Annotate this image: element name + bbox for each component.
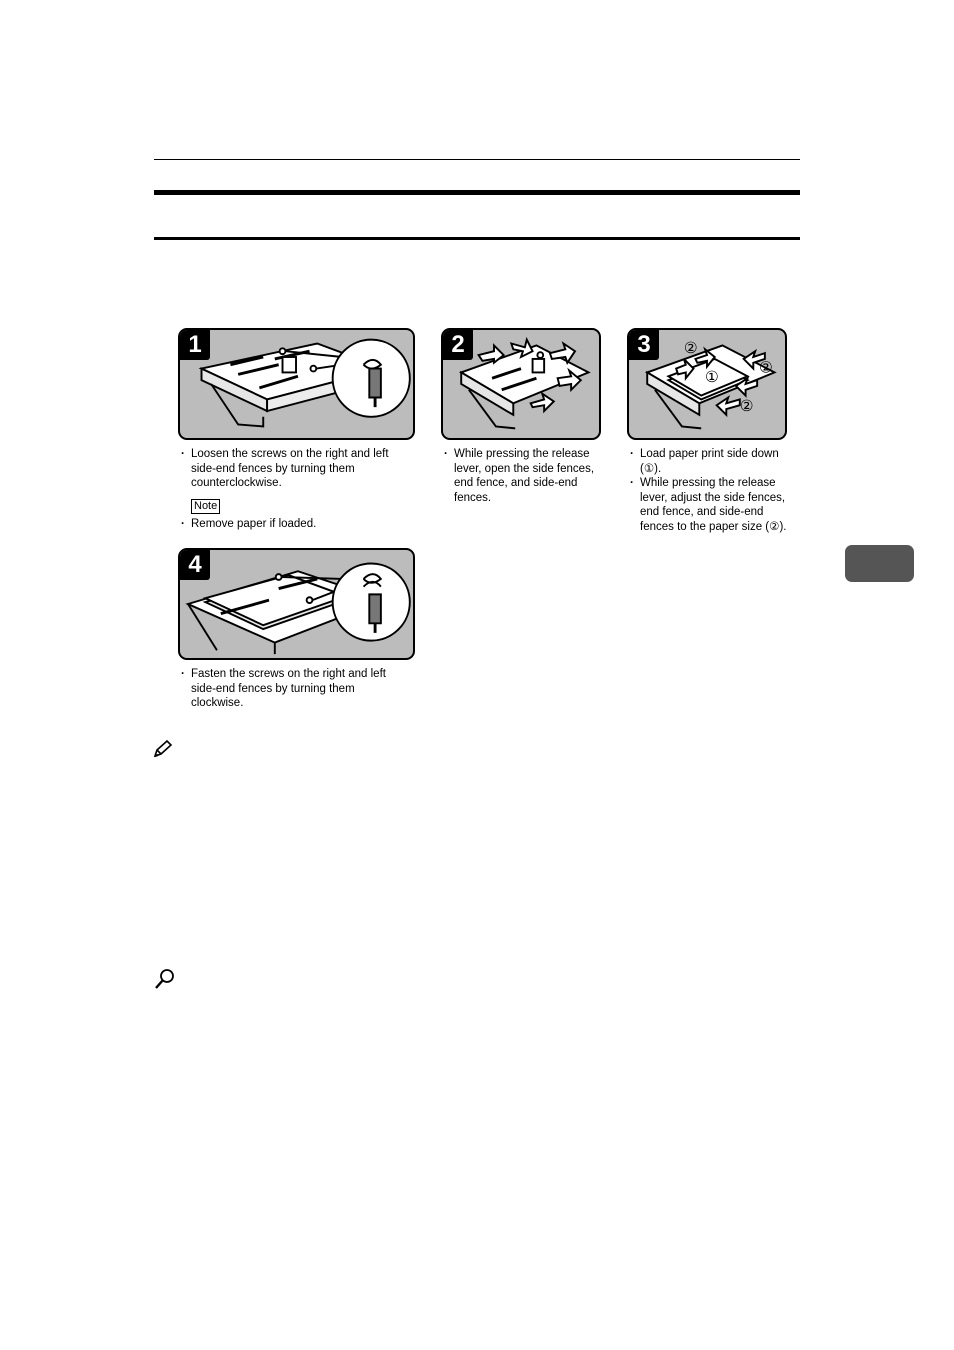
section-bottom-rule	[154, 237, 800, 240]
step-1-note-label: Note	[191, 499, 220, 514]
step-4-number: 4	[180, 550, 210, 580]
callout-2-top: ②	[683, 339, 698, 358]
step-3-illustration	[627, 328, 787, 440]
callout-2-bottom: ②	[739, 397, 754, 415]
step-1-note-bullet-1: · Remove paper if loaded.	[178, 517, 408, 532]
pencil-note-icon	[153, 740, 173, 758]
chapter-side-tab	[845, 545, 914, 582]
callout-2-right: ②	[759, 358, 773, 377]
magnifier-reference-icon	[154, 968, 176, 990]
step-4-instructions	[178, 667, 393, 711]
tray-loosen-screws-drawing	[180, 330, 413, 438]
step-3-bullet-1: · Load paper print side down (①).	[627, 447, 792, 476]
step-3-instructions	[627, 447, 792, 534]
step-1-number: 1	[180, 330, 210, 360]
step-2-illustration	[441, 328, 601, 440]
step-1-illustration	[178, 328, 415, 440]
step-2-number: 2	[443, 330, 473, 360]
step-1-instructions	[178, 447, 408, 491]
section-top-rule	[154, 190, 800, 195]
step-1-bullet-1: · Loosen the screws on the right and left side-end fences by turning them counterclockwise.	[178, 447, 408, 491]
callout-1: ①	[705, 368, 719, 387]
step-3-bullet-2: · While pressing the release lever, adjust the side fences, end fence, and side-end fences to the paper size (②).	[627, 476, 792, 534]
step-2-bullet-1: · While pressing the release lever, open the side fences, end fence, and side-end fences.	[441, 447, 606, 505]
step-4-illustration	[178, 548, 415, 660]
step-2-instructions	[441, 447, 606, 505]
header-thin-rule	[154, 159, 800, 160]
step-1-note	[178, 517, 408, 532]
step-3-number: 3	[629, 330, 659, 360]
tray-fasten-screws-drawing	[180, 550, 413, 658]
step-4-bullet-1: · Fasten the screws on the right and left side-end fences by turning them clockwise.	[178, 667, 393, 711]
